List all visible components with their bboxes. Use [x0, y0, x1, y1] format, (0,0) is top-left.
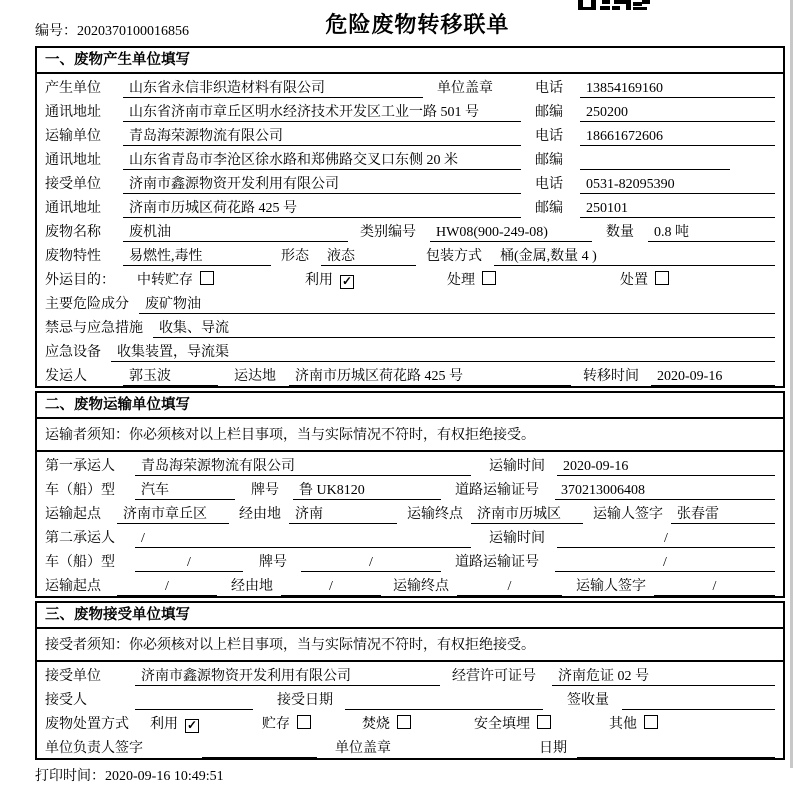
- field-transport-unit: 青岛海荣源物流有限公司: [123, 127, 521, 146]
- document-header: [35, 8, 785, 46]
- checkbox-disposal-utilize: ✓: [186, 718, 198, 732]
- field-received-quantity: [622, 691, 775, 710]
- label-disposal-method: 废物处置方式: [45, 717, 129, 732]
- checkbox-purpose-treat: [482, 271, 496, 285]
- row-waste-name: [37, 218, 783, 242]
- field-second-carrier: /: [135, 529, 471, 548]
- field-category-number: HW08(900-249-08): [430, 223, 592, 242]
- field-road-permit-1: 370213006408: [555, 481, 775, 500]
- field-destination: 济南市历城区荷花路 425 号: [289, 367, 571, 386]
- manifest-document: [35, 8, 785, 785]
- row-second-carrier: [37, 524, 783, 548]
- purpose-option-storage-label: 中转贮存: [137, 273, 193, 288]
- row-receiving-unit: [37, 662, 783, 686]
- label-vehicle-type-2: 车（船）型: [45, 555, 115, 570]
- transporter-notice: 运输者须知：你必须核对以上栏目事项，当与实际情况不符时，有权拒绝接受。: [37, 419, 783, 452]
- field-transfer-time: 2020-09-16: [651, 367, 775, 386]
- section-receiver: [35, 601, 785, 760]
- checkbox-purpose-utilize: ✓: [341, 274, 353, 288]
- row-vehicle-2: [37, 548, 783, 572]
- label-carrier-sign-1: 运输人签字: [593, 507, 663, 522]
- disposal-option-utilize-label: 利用: [150, 717, 178, 732]
- label-shipper: 发运人: [45, 369, 87, 384]
- purpose-option-dispose: [620, 269, 669, 290]
- field-carrier-sign-2: /: [654, 577, 775, 596]
- row-emergency-measures: [37, 314, 783, 338]
- field-via-2: /: [281, 577, 381, 596]
- field-transport-zip: [580, 151, 730, 170]
- label-transport-unit: 运输单位: [45, 129, 101, 144]
- label-date: 日期: [539, 741, 567, 756]
- label-packaging: 包装方式: [426, 249, 482, 264]
- row-transport-unit: [37, 122, 783, 146]
- label-producer-phone: 电话: [535, 81, 563, 96]
- row-vehicle-1: [37, 476, 783, 500]
- label-category-number: 类别编号: [360, 225, 416, 240]
- purpose-option-utilize-label: 利用: [305, 273, 333, 288]
- field-terminus-2: /: [457, 577, 562, 596]
- label-transfer-time: 转移时间: [583, 369, 639, 384]
- page-title: 危险废物转移联单: [325, 12, 510, 37]
- label-producer-unit: 产生单位: [45, 81, 101, 96]
- field-hazard-components: 废矿物油: [139, 295, 775, 314]
- label-road-permit-2: 道路运输证号: [455, 555, 539, 570]
- field-quantity: 0.8 吨: [648, 223, 775, 242]
- label-operating-license: 经营许可证号: [452, 669, 536, 684]
- field-receiver-unit: 济南市鑫源物资开发利用有限公司: [123, 175, 521, 194]
- row-waste-traits: [37, 242, 783, 266]
- disposal-option-other: [609, 713, 658, 734]
- field-emergency-equipment: 收集装置，导流渠: [111, 343, 775, 362]
- field-origin-1: 济南市章丘区: [117, 505, 229, 524]
- purpose-option-utilize: [305, 269, 447, 290]
- field-receiver-address: 济南市历城区荷花路 425 号: [123, 199, 521, 218]
- row-hazard-components: [37, 290, 783, 314]
- label-road-permit-1: 道路运输证号: [455, 483, 539, 498]
- field-first-carrier: 青岛海荣源物流有限公司: [135, 457, 471, 476]
- label-origin-1: 运输起点: [45, 507, 101, 522]
- field-plate-1: 鲁 UK8120: [293, 481, 441, 500]
- label-hazard-components: 主要危险成分: [45, 297, 129, 312]
- label-transport-time-2: 运输时间: [489, 531, 545, 546]
- purpose-option-treat: [447, 269, 620, 290]
- document-number-label: 编号：: [35, 24, 77, 39]
- page-edge-line: [790, 0, 793, 768]
- label-receiving-date: 接受日期: [277, 693, 333, 708]
- label-vehicle-type-1: 车（船）型: [45, 483, 115, 498]
- label-receiver-unit: 接受单位: [45, 177, 101, 192]
- row-head-signature: [37, 734, 783, 758]
- row-route-1: [37, 500, 783, 524]
- row-disposal-method: [37, 710, 783, 734]
- row-transfer-purpose: [37, 266, 783, 290]
- disposal-option-store: [262, 713, 362, 734]
- label-emergency-measures: 禁忌与应急措施: [45, 321, 143, 336]
- purpose-option-treat-label: 处理: [447, 273, 475, 288]
- field-receiver-phone: 0531-82095390: [580, 175, 775, 194]
- purpose-option-dispose-label: 处置: [620, 273, 648, 288]
- field-producer-unit: 山东省永信非织造材料有限公司: [123, 79, 423, 98]
- label-via-1: 经由地: [239, 507, 281, 522]
- checkbox-disposal-other: [644, 715, 658, 729]
- label-second-carrier: 第二承运人: [45, 531, 115, 546]
- label-terminus-2: 运输终点: [393, 579, 449, 594]
- field-vehicle-type-2: /: [135, 553, 243, 572]
- label-receiver-zip: 邮编: [535, 201, 563, 216]
- field-carrier-sign-1: 张春雷: [671, 505, 775, 524]
- field-waste-traits: 易燃性,毒性: [123, 247, 271, 266]
- document-number: [35, 20, 189, 40]
- label-unit-seal-receiver: 单位盖章: [335, 741, 391, 756]
- field-transport-time-1: 2020-09-16: [557, 457, 775, 476]
- label-plate-1: 牌号: [251, 483, 279, 498]
- field-transport-address: 山东省青岛市李沧区徐水路和郑佛路交叉口东侧 20 米: [123, 151, 521, 170]
- label-quantity: 数量: [606, 225, 634, 240]
- label-destination: 运达地: [234, 369, 276, 384]
- label-transport-phone: 电话: [535, 129, 563, 144]
- field-waste-name: 废机油: [123, 223, 348, 242]
- label-plate-2: 牌号: [259, 555, 287, 570]
- field-via-1: 济南: [289, 505, 397, 524]
- section-producer-title: 一、废物产生单位填写: [37, 48, 783, 74]
- label-transfer-purpose: 外运目的：: [45, 273, 115, 288]
- disposal-option-utilize: [150, 713, 262, 734]
- disposal-option-store-label: 贮存: [262, 717, 290, 732]
- field-date: [577, 739, 775, 758]
- label-receiver-address: 通讯地址: [45, 201, 101, 216]
- checkbox-purpose-storage: [200, 271, 214, 285]
- disposal-option-landfill: [474, 713, 609, 734]
- label-emergency-equipment: 应急设备: [45, 345, 101, 360]
- label-producer-address: 通讯地址: [45, 105, 101, 120]
- section-transporter: [35, 391, 785, 598]
- field-producer-zip: 250200: [580, 103, 775, 122]
- checkbox-purpose-dispose: [655, 271, 669, 285]
- disposal-option-other-label: 其他: [609, 717, 637, 732]
- field-transport-phone: 18661672606: [580, 127, 775, 146]
- label-form: 形态: [281, 249, 309, 264]
- checkbox-disposal-store: [297, 715, 311, 729]
- purpose-option-storage: [137, 269, 305, 290]
- field-vehicle-type-1: 汽车: [135, 481, 235, 500]
- field-receiving-unit: 济南市鑫源物资开发利用有限公司: [135, 667, 440, 686]
- row-receiver-address: [37, 194, 783, 218]
- print-time-label: 打印时间：: [35, 769, 105, 784]
- disposal-option-incinerate-label: 焚烧: [362, 717, 390, 732]
- row-receiver-unit: [37, 170, 783, 194]
- label-waste-name: 废物名称: [45, 225, 101, 240]
- disposal-option-landfill-label: 安全填埋: [474, 717, 530, 732]
- row-transport-address: [37, 146, 783, 170]
- row-receiving-person: [37, 686, 783, 710]
- label-transport-zip: 邮编: [535, 153, 563, 168]
- row-first-carrier: [37, 452, 783, 476]
- field-head-signature: [202, 739, 317, 758]
- label-terminus-1: 运输终点: [407, 507, 463, 522]
- label-receiving-person: 接受人: [45, 693, 87, 708]
- label-transport-time-1: 运输时间: [489, 459, 545, 474]
- field-terminus-1: 济南市历城区: [471, 505, 583, 524]
- field-receiving-person: [135, 691, 253, 710]
- field-emergency-measures: 收集、导流: [153, 319, 775, 338]
- label-producer-zip: 邮编: [535, 105, 563, 120]
- field-producer-address: 山东省济南市章丘区明水经济技术开发区工业一路 501 号: [123, 103, 521, 122]
- label-first-carrier: 第一承运人: [45, 459, 115, 474]
- checkbox-disposal-incinerate: [397, 715, 411, 729]
- field-origin-2: /: [117, 577, 217, 596]
- disposal-option-incinerate: [362, 713, 474, 734]
- section-transporter-title: 二、废物运输单位填写: [37, 393, 783, 419]
- label-receiver-phone: 电话: [535, 177, 563, 192]
- label-head-signature: 单位负责人签字: [45, 741, 143, 756]
- checkbox-disposal-landfill: [537, 715, 551, 729]
- section-producer: [35, 46, 785, 388]
- label-transport-address: 通讯地址: [45, 153, 101, 168]
- label-carrier-sign-2: 运输人签字: [576, 579, 646, 594]
- label-received-quantity: 签收量: [567, 693, 609, 708]
- section-receiver-title: 三、废物接受单位填写: [37, 603, 783, 629]
- field-receiving-date: [345, 691, 543, 710]
- field-producer-phone: 13854169160: [580, 79, 775, 98]
- field-road-permit-2: /: [555, 553, 775, 572]
- label-origin-2: 运输起点: [45, 579, 101, 594]
- row-emergency-equipment: [37, 338, 783, 362]
- label-waste-traits: 废物特性: [45, 249, 101, 264]
- document-number-value: 2020370100016856: [77, 24, 189, 39]
- label-receiving-unit: 接受单位: [45, 669, 101, 684]
- field-shipper: 郭玉波: [123, 367, 218, 386]
- row-producer-address: [37, 98, 783, 122]
- print-time: [35, 765, 785, 785]
- label-via-2: 经由地: [231, 579, 273, 594]
- field-transport-time-2: /: [557, 529, 775, 548]
- field-receiver-zip: 250101: [580, 199, 775, 218]
- field-form: 液态: [321, 247, 416, 266]
- field-packaging: 桶(金属,数量 4 ): [494, 247, 775, 266]
- row-producer-unit: [37, 74, 783, 98]
- print-time-value: 2020-09-16 10:49:51: [105, 769, 224, 784]
- field-operating-license: 济南危证 02 号: [552, 667, 775, 686]
- label-unit-seal: 单位盖章: [437, 81, 493, 96]
- field-plate-2: /: [301, 553, 441, 572]
- row-route-2: [37, 572, 783, 596]
- receiver-notice: 接受者须知：你必须核对以上栏目事项，当与实际情况不符时，有权拒绝接受。: [37, 629, 783, 662]
- row-shipper: [37, 362, 783, 386]
